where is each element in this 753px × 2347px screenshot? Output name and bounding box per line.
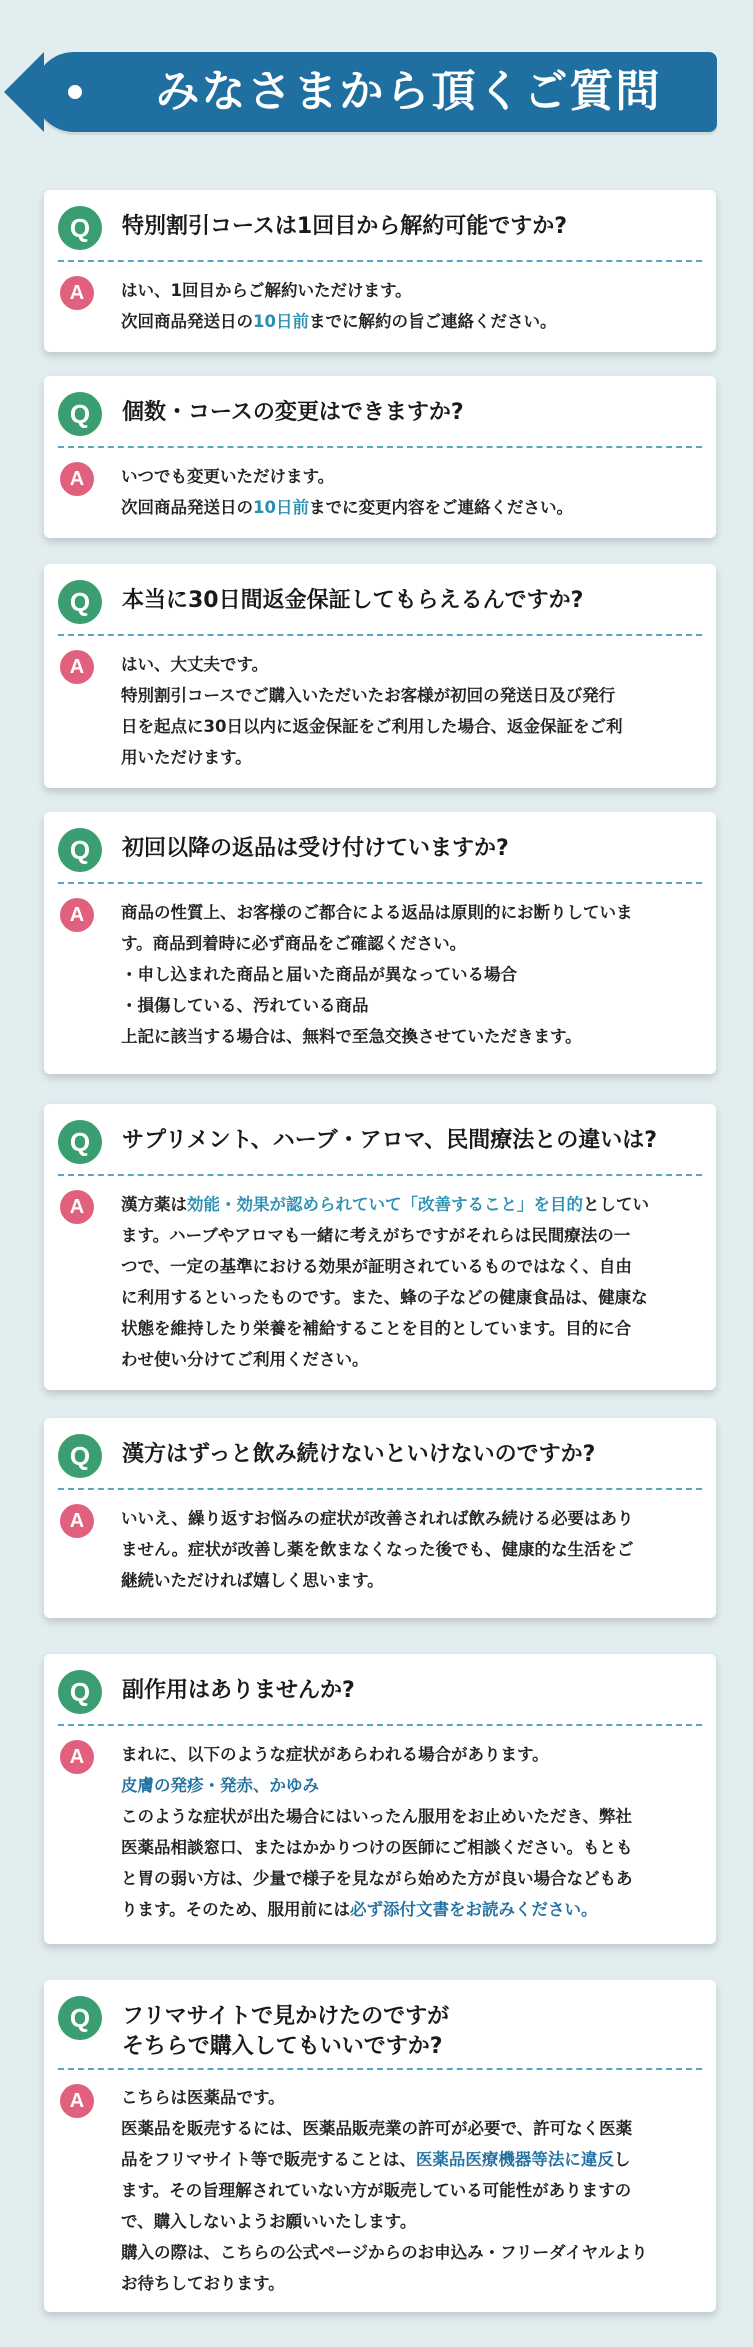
answer-text: はい、大丈夫です。 特別割引コースでご購入いただいたお客様が初回の発送日及び発行 日を起点に30日以内に返金保証をご利用した場合、返金保証をご利 用いただけます。 <box>121 655 623 767</box>
answer-text: まれに、以下のような症状があらわれる場合があります。 皮膚の発疹・発赤、かゆみ このような症状が出た場合にはいったん服用をお止めいただき、弊社 医薬品相談窓口、またはかかりつけの医師にご相談ください。もとも と胃の弱い方は、少量で様子を見ながら始めた方が良い場合などもあ ります。そのため、服用前には必ず添付文書をお読みください。 <box>121 1745 633 1919</box>
faq-card-3 <box>44 564 716 788</box>
question-text: 本当に30日間返金保証してもらえるんですか? <box>122 588 584 613</box>
question-mark-icon: Q <box>58 828 102 872</box>
question-text: サプリメント、ハーブ・アロマ、民間療法との違いは? <box>122 1128 658 1153</box>
answer-mark-icon: A <box>60 2084 94 2118</box>
page-title: みなさまから頂くご質問 <box>155 66 662 117</box>
faq-card-2 <box>44 376 716 538</box>
faq-card-6 <box>44 1418 716 1618</box>
divider <box>58 1174 702 1176</box>
divider <box>58 2068 702 2070</box>
question-text: 副作用はありませんか? <box>122 1678 355 1703</box>
question-mark-icon: Q <box>58 1434 102 1478</box>
answer-mark-icon: A <box>60 898 94 932</box>
divider <box>58 1724 702 1726</box>
question-text: 特別割引コースは1回目から解約可能ですか? <box>122 214 567 239</box>
answer-mark-icon: A <box>60 650 94 684</box>
question-text: フリマサイトで見かけたのですが そちらで購入してもいいですか? <box>122 2004 450 2059</box>
question-mark-icon: Q <box>58 1120 102 1164</box>
question-mark-icon: Q <box>58 206 102 250</box>
divider <box>58 882 702 884</box>
answer-mark-icon: A <box>60 1504 94 1538</box>
faq-card-8 <box>44 1980 716 2312</box>
question-mark-icon: Q <box>58 392 102 436</box>
divider <box>58 1488 702 1490</box>
question-text: 漢方はずっと飲み続けないといけないのですか? <box>122 1442 596 1467</box>
question-mark-icon: Q <box>58 1996 102 2040</box>
answer-mark-icon: A <box>60 1190 94 1224</box>
title-banner <box>34 52 717 132</box>
answer-text: こちらは医薬品です。 医薬品を販売するには、医薬品販売業の許可が必要で、許可なく医薬 品をフリマサイト等で販売することは、医薬品医療機器等法に違反し ます。その旨理解されていない方が販売している可能性がありますの で、購入しないようお願いいたします。 購入の際は、こちらの公式ページからのお申込み・フリーダイヤルより お待ちしております。 <box>121 2088 648 2293</box>
answer-mark-icon: A <box>60 462 94 496</box>
divider <box>58 446 702 448</box>
answer-text: 商品の性質上、お客様のご都合による返品は原則的にお断りしていま す。商品到着時に必ず商品をご確認ください。 ・申し込まれた商品と届いた商品が異なっている場合 ・損傷している、汚れている商品 上記に該当する場合は、無料で至急交換させていただきます。 <box>121 903 633 1046</box>
faq-card-5 <box>44 1104 716 1390</box>
divider <box>58 260 702 262</box>
question-mark-icon: Q <box>58 580 102 624</box>
faq-card-1 <box>44 190 716 352</box>
faq-card-7 <box>44 1654 716 1944</box>
answer-mark-icon: A <box>60 276 94 310</box>
answer-mark-icon: A <box>60 1740 94 1774</box>
question-text: 個数・コースの変更はできますか? <box>122 400 464 425</box>
divider <box>58 634 702 636</box>
answer-text: いいえ、繰り返すお悩みの症状が改善されれば飲み続ける必要はあり ません。症状が改善し薬を飲まなくなった後でも、健康的な生活をご 継続いただければ嬉しく思います。 <box>121 1509 634 1590</box>
answer-text: いつでも変更いただけます。 次回商品発送日の10日前までに変更内容をご連絡ください。 <box>121 467 573 517</box>
answer-text: 漢方薬は効能・効果が認められていて「改善すること」を目的としてい ます。ハーブやアロマも一緒に考えがちですがそれらは民間療法の一 つで、一定の基準における効果が証明されているものではなく、自由 に利用するといったものです。また、蜂の子などの健康食品は、健康な 状態を維持したり栄養を補給することを目的としています。目的に合 わせ使い分けてご利用ください。 <box>121 1195 649 1369</box>
question-mark-icon: Q <box>58 1670 102 1714</box>
question-text: 初回以降の返品は受け付けていますか? <box>122 836 509 861</box>
tag-hole-dot <box>68 85 82 99</box>
faq-card-4 <box>44 812 716 1074</box>
answer-text: はい、1回目からご解約いただけます。 次回商品発送日の10日前までに解約の旨ご連絡ください。 <box>121 281 557 331</box>
